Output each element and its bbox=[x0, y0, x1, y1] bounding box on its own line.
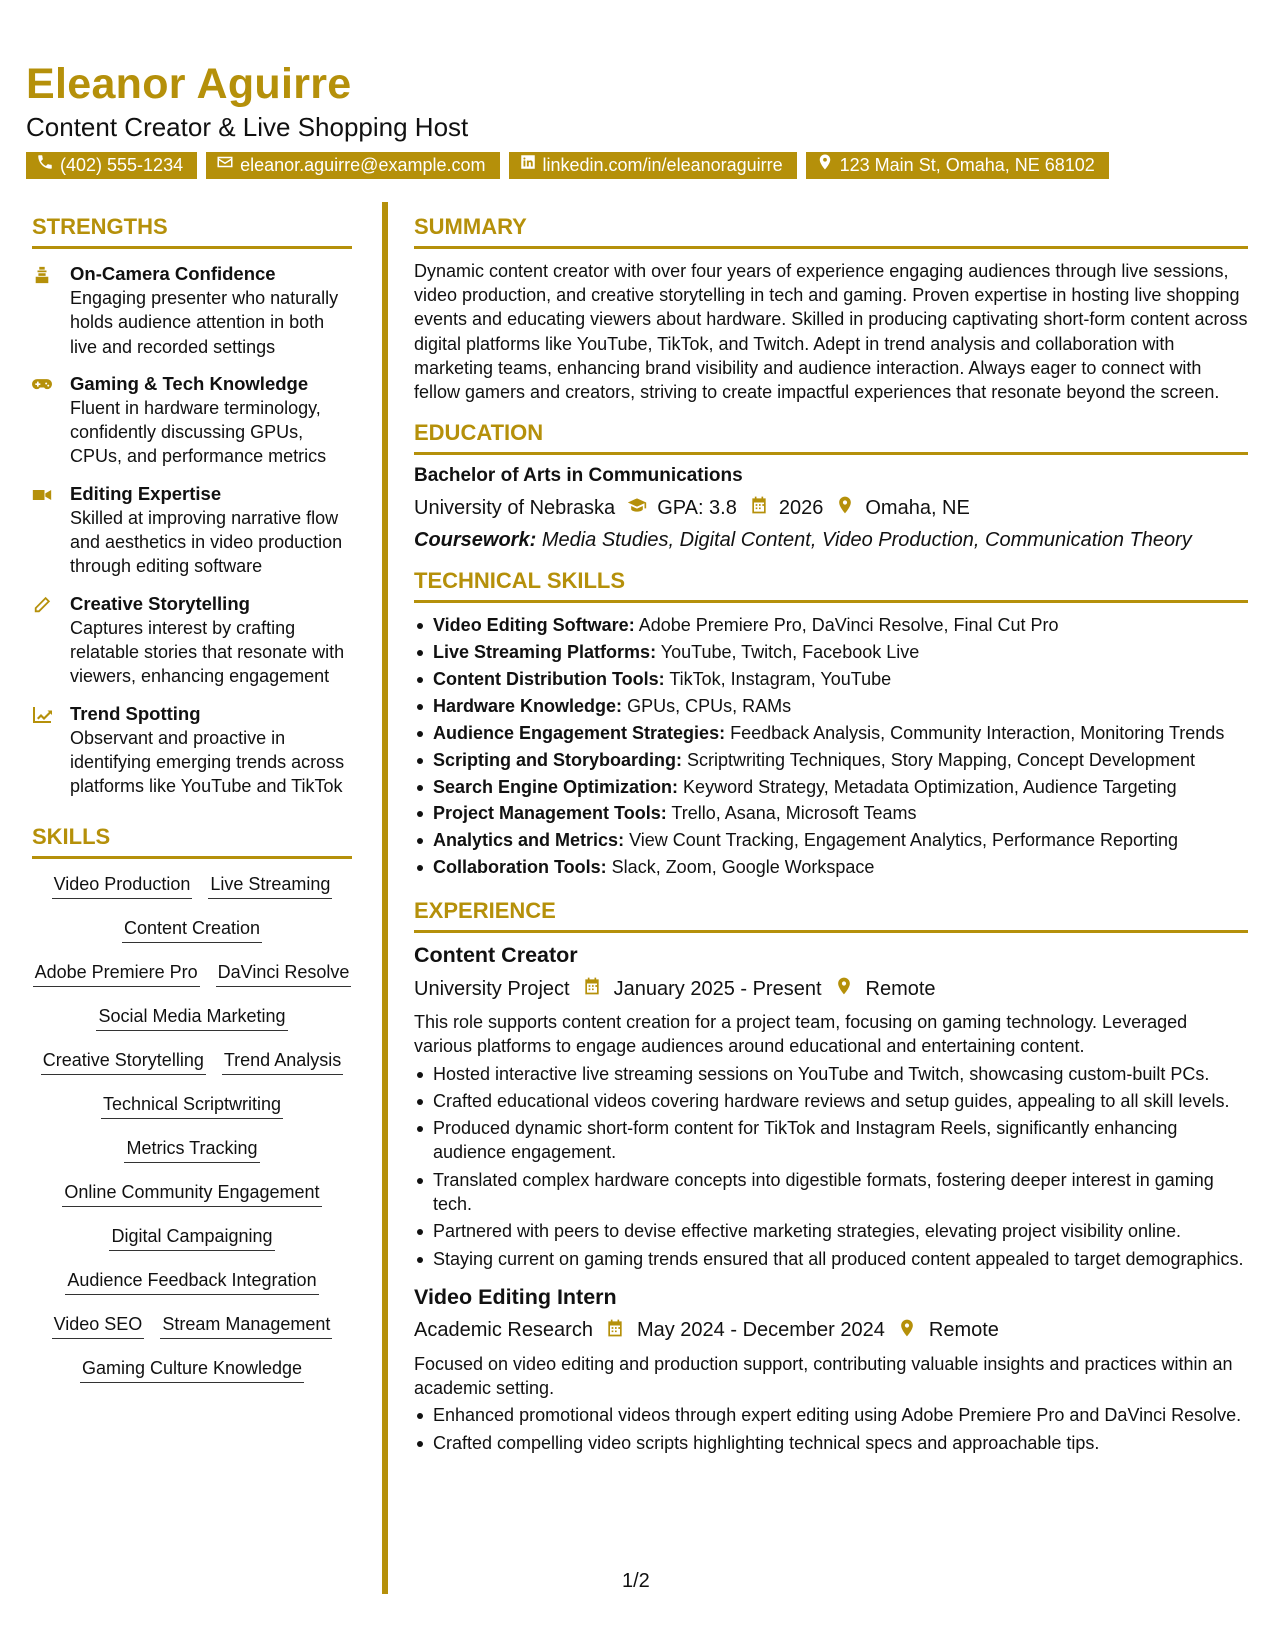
skill-tag: Adobe Premiere Pro bbox=[33, 957, 200, 987]
list-item bbox=[414, 748, 1248, 772]
phone-icon bbox=[36, 152, 54, 179]
graduation-year: 2026 bbox=[778, 496, 824, 519]
linkedin-icon bbox=[519, 152, 537, 179]
strength-title: Creative Storytelling bbox=[70, 592, 250, 614]
technical-skills-heading: TECHNICAL SKILLS bbox=[414, 568, 1248, 603]
address-text: 123 Main St, Omaha, NE 68102 bbox=[839, 155, 1095, 175]
list-item: Translated complex hardware concepts into digestible formats, fostering deeper interest in gaming tech. bbox=[414, 1168, 1248, 1217]
skill-tag: Video Production bbox=[52, 869, 193, 899]
job-title: Content Creator bbox=[414, 943, 578, 968]
strengths-heading: STRENGTHS bbox=[32, 214, 352, 249]
strength-item bbox=[32, 482, 352, 579]
strength-description: Observant and proactive in identifying emerging trends across platforms like YouTube and TikTok bbox=[70, 727, 345, 797]
list-item bbox=[414, 828, 1248, 852]
tech-skill-value: Adobe Premiere Pro, DaVinci Resolve, Final Cut Pro bbox=[638, 615, 1059, 636]
gpa: GPA: 3.8 bbox=[657, 496, 737, 519]
job-dates: January 2025 - Present bbox=[613, 977, 822, 1000]
contact-bar bbox=[26, 152, 1109, 179]
list-item: Partnered with peers to devise effective marketing strategies, elevating project visibility online. bbox=[414, 1219, 1248, 1243]
tech-skill-label: Live Streaming Platforms: bbox=[433, 642, 657, 663]
strength-item bbox=[32, 592, 352, 689]
strength-description: Fluent in hardware terminology, confidently discussing GPUs, CPUs, and performance metrics bbox=[70, 397, 327, 467]
technical-skills-list bbox=[414, 613, 1248, 879]
job-bullets bbox=[414, 1403, 1248, 1455]
skill-tag: Online Community Engagement bbox=[62, 1177, 321, 1207]
strength-item bbox=[32, 372, 352, 469]
job-location: Remote bbox=[928, 1319, 999, 1342]
strength-title: Trend Spotting bbox=[70, 702, 201, 724]
list-item bbox=[414, 640, 1248, 664]
strength-description: Skilled at improving narrative flow and aesthetics in video production through editing software bbox=[70, 507, 343, 577]
job-title: Video Editing Intern bbox=[414, 1284, 617, 1309]
skill-tag: DaVinci Resolve bbox=[216, 957, 352, 987]
tech-skill-label: Project Management Tools: bbox=[433, 803, 667, 824]
tech-skill-value: View Count Tracking, Engagement Analytics, Performance Reporting bbox=[629, 830, 1179, 851]
coursework-list: Media Studies, Digital Content, Video Production, Communication Theory bbox=[541, 529, 1192, 552]
tech-skill-label: Content Distribution Tools: bbox=[433, 669, 665, 689]
list-item bbox=[414, 801, 1248, 825]
list-item bbox=[414, 694, 1248, 718]
list-item: Enhanced promotional videos through expert editing using Adobe Premiere Pro and DaVinci Resolve. bbox=[414, 1403, 1248, 1427]
candidate-title: Content Creator & Live Shopping Host bbox=[26, 112, 469, 142]
strength-item bbox=[32, 262, 352, 359]
strength-title: Editing Expertise bbox=[70, 482, 222, 504]
skills-heading: SKILLS bbox=[32, 824, 352, 859]
tech-skill-label: Analytics and Metrics: bbox=[433, 830, 625, 851]
tech-skill-value: GPUs, CPUs, RAMs bbox=[627, 695, 792, 716]
strength-description: Captures interest by crafting relatable stories that resonate with viewers, enhancing engagement bbox=[70, 617, 345, 687]
strength-item bbox=[32, 702, 352, 799]
list-item: Produced dynamic short-form content for TikTok and Instagram Reels, significantly enhancing audience engagement. bbox=[414, 1116, 1248, 1165]
degree-name: Bachelor of Arts in Communications bbox=[414, 465, 743, 487]
phone-text: (402) 555-1234 bbox=[60, 155, 184, 175]
tech-skill-value: YouTube, Twitch, Facebook Live bbox=[660, 642, 920, 663]
list-item bbox=[414, 613, 1248, 637]
tech-skill-value: Keyword Strategy, Metadata Optimization, Audience Targeting bbox=[683, 776, 1177, 797]
email-text: eleanor.aguirre@example.com bbox=[240, 155, 486, 175]
skill-tag: Gaming Culture Knowledge bbox=[80, 1353, 304, 1383]
education-heading: EDUCATION bbox=[414, 420, 1248, 455]
job-dates: May 2024 - December 2024 bbox=[636, 1319, 885, 1342]
strength-title: Gaming & Tech Knowledge bbox=[70, 372, 309, 394]
page-number: 1/2 bbox=[622, 1570, 650, 1592]
list-item bbox=[414, 721, 1248, 745]
contact-linkedin[interactable] bbox=[509, 152, 797, 179]
skill-tag: Live Streaming bbox=[208, 869, 332, 899]
contact-phone[interactable] bbox=[26, 152, 197, 179]
tech-skill-label: Collaboration Tools: bbox=[433, 857, 607, 878]
left-column bbox=[32, 214, 352, 1383]
job-organization: University Project bbox=[414, 977, 570, 1000]
job-summary: This role supports content creation for a project team, focusing on gaming technology. Leveraged various platforms to engage audiences around educational and entertaining content. bbox=[414, 1012, 1188, 1057]
list-item bbox=[414, 855, 1248, 879]
strength-title: On-Camera Confidence bbox=[70, 263, 276, 284]
tech-skill-value: Scriptwriting Techniques, Story Mapping, Concept Development bbox=[687, 749, 1195, 770]
envelope-icon bbox=[216, 152, 234, 179]
tech-skill-label: Audience Engagement Strategies: bbox=[433, 722, 726, 743]
list-item: Staying current on gaming trends ensured that all produced content appealed to target demographics. bbox=[414, 1247, 1248, 1271]
school-name: University of Nebraska bbox=[414, 496, 616, 519]
tech-skill-value: Slack, Zoom, Google Workspace bbox=[611, 857, 875, 878]
experience-heading: EXPERIENCE bbox=[414, 898, 1248, 933]
education-meta bbox=[414, 495, 1248, 521]
tech-skill-label: Video Editing Software: bbox=[433, 615, 635, 636]
tech-skill-label: Search Engine Optimization: bbox=[433, 776, 679, 797]
skill-tag: Creative Storytelling bbox=[41, 1045, 206, 1075]
calendar-icon bbox=[737, 495, 779, 521]
tech-skill-label: Scripting and Storyboarding: bbox=[433, 749, 683, 770]
list-item bbox=[414, 775, 1248, 799]
skill-tag: Technical Scriptwriting bbox=[101, 1089, 283, 1119]
job-meta bbox=[414, 976, 1248, 1002]
summary-text: Dynamic content creator with over four years of experience engaging audiences through live sessions, video production, and creative storytelling in tech and gaming. Proven expertise in hosting live shopping events and educating viewers about hardware. Skilled in producing captivating short-form content across digital platforms like YouTube, TikTok, and Twitch. Adept in trend analysis and collaboration with marketing teams, enhancing brand visibility and audience interaction. Always eager to connect with fellow gamers and creators, striving to create impactful experiences that resonate beyond the screen. bbox=[414, 261, 1248, 403]
strength-description: Engaging presenter who naturally holds audience attention in both live and recorded settings bbox=[70, 288, 339, 357]
trend-chart-icon bbox=[32, 702, 70, 799]
skill-tag: Trend Analysis bbox=[222, 1045, 343, 1075]
linkedin-text: linkedin.com/in/eleanoraguirre bbox=[542, 155, 783, 175]
job-meta bbox=[414, 1318, 1248, 1344]
contact-email[interactable] bbox=[206, 152, 499, 179]
podium-icon bbox=[32, 262, 70, 359]
list-item bbox=[414, 667, 1248, 691]
map-pin-icon bbox=[822, 976, 866, 1002]
candidate-name: Eleanor Aguirre bbox=[26, 60, 352, 108]
map-pin-icon bbox=[823, 495, 865, 521]
right-column bbox=[414, 214, 1248, 1455]
job-summary: Focused on video editing and production support, contributing valuable insights and practices within an academic setting. bbox=[414, 1353, 1233, 1399]
graduation-cap-icon bbox=[615, 495, 657, 521]
skill-tag: Content Creation bbox=[122, 913, 262, 943]
column-divider bbox=[382, 202, 388, 1594]
list-item: Crafted educational videos covering hardware reviews and setup guides, appealing to all skill levels. bbox=[414, 1089, 1248, 1113]
coursework bbox=[414, 529, 1248, 552]
tech-skill-label: Hardware Knowledge: bbox=[433, 695, 623, 716]
list-item: Hosted interactive live streaming sessions on YouTube and Twitch, showcasing custom-built PCs. bbox=[414, 1062, 1248, 1086]
job-bullets bbox=[414, 1062, 1248, 1271]
calendar-icon bbox=[570, 976, 614, 1002]
tech-skill-value: TikTok, Instagram, YouTube bbox=[669, 669, 892, 689]
pencil-icon bbox=[32, 592, 70, 689]
skill-tag: Digital Campaigning bbox=[109, 1221, 274, 1251]
skill-tag: Video SEO bbox=[52, 1309, 145, 1339]
contact-address bbox=[806, 152, 1109, 179]
tech-skill-value: Feedback Analysis, Community Interaction, Monitoring Trends bbox=[730, 722, 1225, 743]
skill-tag: Stream Management bbox=[160, 1309, 332, 1339]
skills-list bbox=[32, 869, 352, 1383]
list-item: Crafted compelling video scripts highlighting technical specs and approachable tips. bbox=[414, 1431, 1248, 1455]
skill-tag: Audience Feedback Integration bbox=[65, 1265, 318, 1295]
video-camera-icon bbox=[32, 482, 70, 579]
coursework-label: Coursework: bbox=[414, 529, 537, 552]
summary-heading: SUMMARY bbox=[414, 214, 1248, 249]
gamepad-icon bbox=[32, 372, 70, 469]
job-organization: Academic Research bbox=[414, 1319, 593, 1342]
school-location: Omaha, NE bbox=[865, 496, 970, 519]
tech-skill-value: Trello, Asana, Microsoft Teams bbox=[671, 803, 917, 824]
map-pin-icon bbox=[885, 1318, 929, 1344]
skill-tag: Social Media Marketing bbox=[96, 1001, 287, 1031]
job-location: Remote bbox=[865, 977, 936, 1000]
map-pin-icon bbox=[816, 152, 834, 179]
calendar-icon bbox=[593, 1318, 637, 1344]
skill-tag: Metrics Tracking bbox=[124, 1133, 259, 1163]
